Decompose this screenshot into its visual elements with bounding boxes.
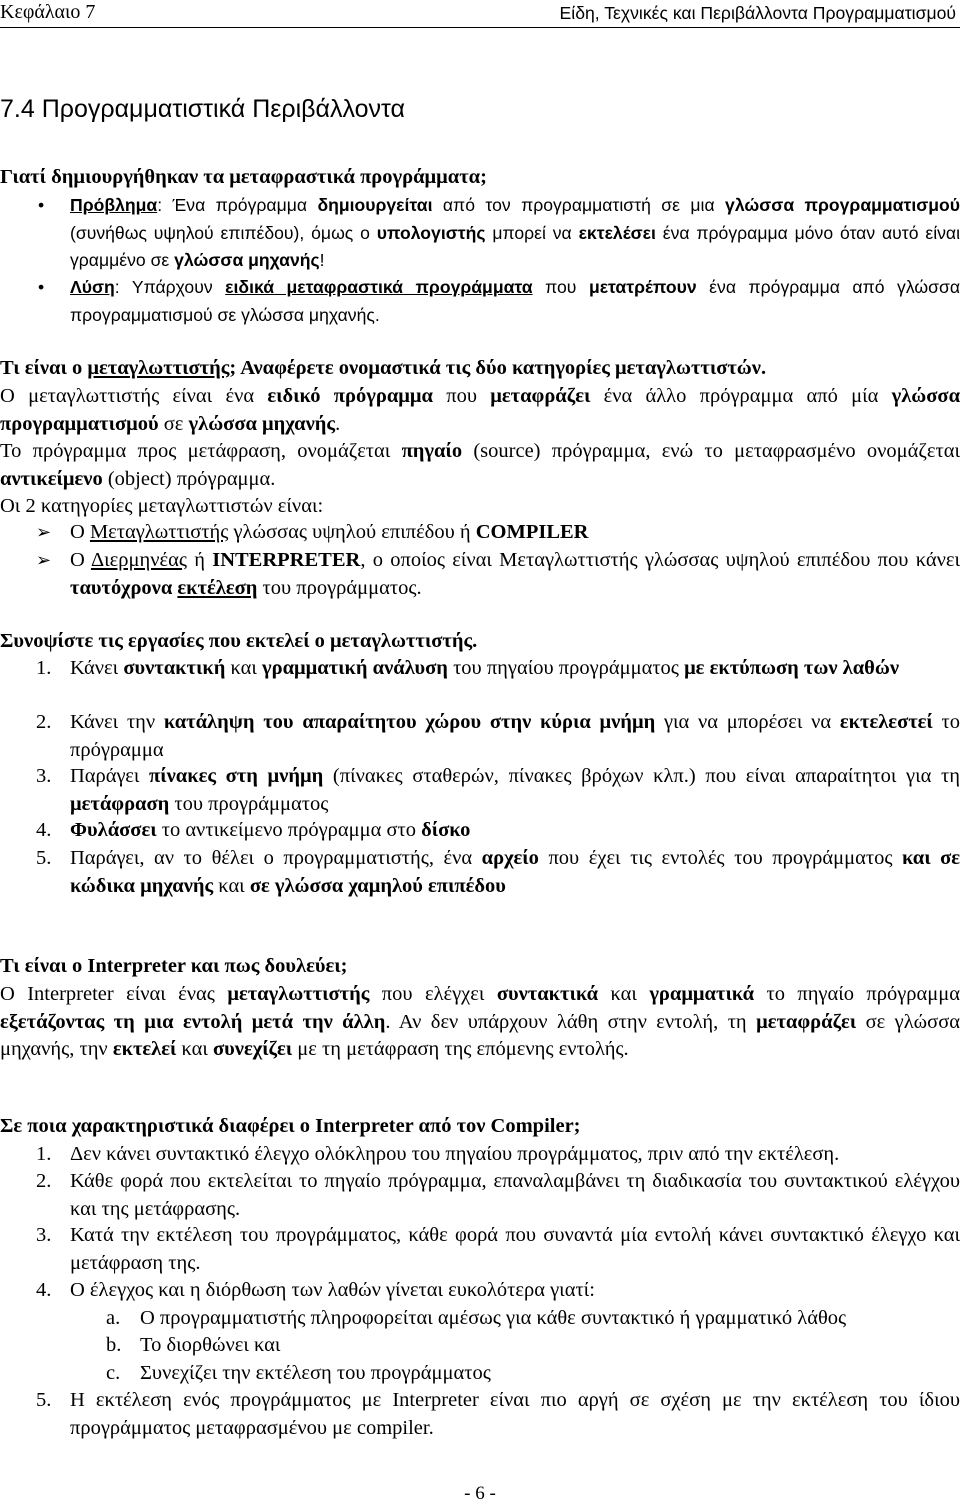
- difference-item-4: 4. Ο έλεγχος και η διόρθωση των λαθών γίνεται ευκολότερα γιατί:: [36, 1279, 595, 1301]
- difference-item-2: 2. Κάθε φορά που εκτελείται το πηγαίο πρόγραμμα, επαναλαμβάνει τη διαδικασία του συντακτικού ελέγχου και της μετάφρασης.: [36, 1170, 960, 1220]
- arrow-bullet-icon: ➢: [36, 550, 52, 570]
- bullet-dot-icon: •: [38, 195, 45, 215]
- difference-item-3: 3. Κατά την εκτέλεση του προγράμματος, κάθε φορά που συναντά μία εντολή κάνει συντακτικό έλεγχο και μετάφραση της.: [36, 1224, 960, 1274]
- header-rule: [0, 27, 960, 28]
- section-title: 7.4 Προγραμματιστικά Περιβάλλοντα: [0, 95, 406, 123]
- question-interpreter: Τι είναι ο Interpreter και πως δουλεύει;: [0, 955, 348, 977]
- arrow-item-compiler: ➢ Ο Μεταγλωττιστής γλώσσας υψηλού επιπέδου ή COMPILER: [0, 519, 960, 547]
- chapter-label: Κεφάλαιο 7: [0, 1, 96, 23]
- running-title: Είδη, Τεχνικές και Περιβάλλοντα Προγραμματισμού: [559, 3, 956, 23]
- compiler-definition: Ο μεταγλωττιστής είναι ένα ειδικό πρόγραμμα που μεταφράζει ένα άλλο πρόγραμμα από μία γλώσσα προγραμματισμού σε γλώσσα μηχανής.: [0, 385, 960, 435]
- question-compiler-tasks: Συνοψίστε τις εργασίες που εκτελεί ο μεταγλωττιστής.: [0, 630, 478, 652]
- question-why-translators: Γιατί δημιουργήθηκαν τα μεταφραστικά προγράμματα;: [0, 166, 487, 188]
- arrow-bullet-icon: ➢: [36, 522, 52, 542]
- compiler-categories-intro: Οι 2 κατηγορίες μεταγλωττιστών είναι:: [0, 495, 324, 517]
- difference-subitem-c: c. Συνεχίζει την εκτέλεση του προγράμματος: [106, 1362, 491, 1384]
- difference-subitem-b: b. Το διορθώνει και: [106, 1334, 281, 1356]
- difference-subitem-a: a. Ο προγραμματιστής πληροφορείται αμέσως για κάθε συντακτικό ή γραμματικό λάθος: [106, 1307, 847, 1329]
- source-object-paragraph: Το πρόγραμμα προς μετάφραση, ονομάζεται πηγαίο (source) πρόγραμμα, ενώ το μεταφρασμένο ονομάζεται αντικείμενο (object) πρόγραμμα.: [0, 440, 960, 490]
- difference-item-5: 5. Η εκτέλεση ενός προγράμματος με Interpreter είναι πιο αργή σε σχέση με την εκτέλεση του ίδιου προγράμματος μεταφρασμένου με compiler.: [36, 1389, 960, 1439]
- question-what-is-compiler: Τι είναι ο μεταγλωττιστής; Αναφέρετε ονομαστικά τις δύο κατηγορίες μεταγλωττιστών.: [0, 357, 767, 379]
- question-interpreter-vs-compiler: Σε ποια χαρακτηριστικά διαφέρει ο Interpreter από τον Compiler;: [0, 1115, 581, 1137]
- arrow-item-interpreter: ➢ Ο Διερμηνέας ή INTERPRETER, ο οποίος είναι Μεταγλωττιστής γλώσσας υψηλού επιπέδου που κάνει ταυτόχρονα εκτέλεση του προγράμματος.: [36, 549, 960, 599]
- task-item-3: 3. Παράγει πίνακες στη μνήμη (πίνακες σταθερών, πίνακες βρόχων κλπ.) που είναι απαραίτητοι για τη μετάφραση του προγράμματος: [36, 765, 960, 815]
- bullet-dot-icon: •: [38, 277, 45, 297]
- bullet-solution: • Λύση: Υπάρχουν ειδικά μεταφραστικά προγράμματα που μετατρέπουν ένα πρόγραμμα από γλώσσα προγραμματισμού σε γλώσσα μηχανής.: [0, 274, 960, 329]
- page-number: - 6 -: [464, 1483, 496, 1504]
- difference-item-1: 1. Δεν κάνει συντακτικό έλεγχο ολόκληρου του πηγαίου προγράμματος, πριν από την εκτέλεση.: [36, 1143, 840, 1165]
- task-item-5: 5. Παράγει, αν το θέλει ο προγραμματιστής, ένα αρχείο που έχει τις εντολές του προγράμματος και σε κώδικα μηχανής και σε γλώσσα χαμηλού επιπέδου: [36, 847, 960, 897]
- bullet-problem: • Πρόβλημα: Ένα πρόγραμμα δημιουργείται από τον προγραμματιστή σε μια γλώσσα προγραμματισμού (συνήθως υψηλού επιπέδου), όμως ο υπολογιστής μπορεί να εκτελέσει ένα πρόγραμμα μόνο όταν αυτό είναι γραμμένο σε γλώσσα μηχανής!: [0, 192, 960, 275]
- interpreter-paragraph: Ο Interpreter είναι ένας μεταγλωττιστής που ελέγχει συντακτικά και γραμματικά το πηγαίο πρόγραμμα εξετάζοντας τη μια εντολή μετά την άλλη. Αν δεν υπάρχουν λάθη στην εντολή, τη μεταφράζει σε γλώσσα μηχανής, την εκτελεί και συνεχίζει με τη μετάφραση της επόμενης εντολής.: [0, 983, 960, 1061]
- task-item-2: 2. Κάνει την κατάληψη του απαραίτητου χώρου στην κύρια μνήμη για να μπορέσει να εκτελεστεί το πρόγραμμα: [36, 711, 960, 761]
- task-item-4: 4. Φυλάσσει το αντικείμενο πρόγραμμα στο δίσκο: [36, 819, 471, 841]
- task-item-1: 1. Κάνει συντακτική και γραμματική ανάλυση του πηγαίου προγράμματος με εκτύπωση των λαθών: [36, 657, 900, 679]
